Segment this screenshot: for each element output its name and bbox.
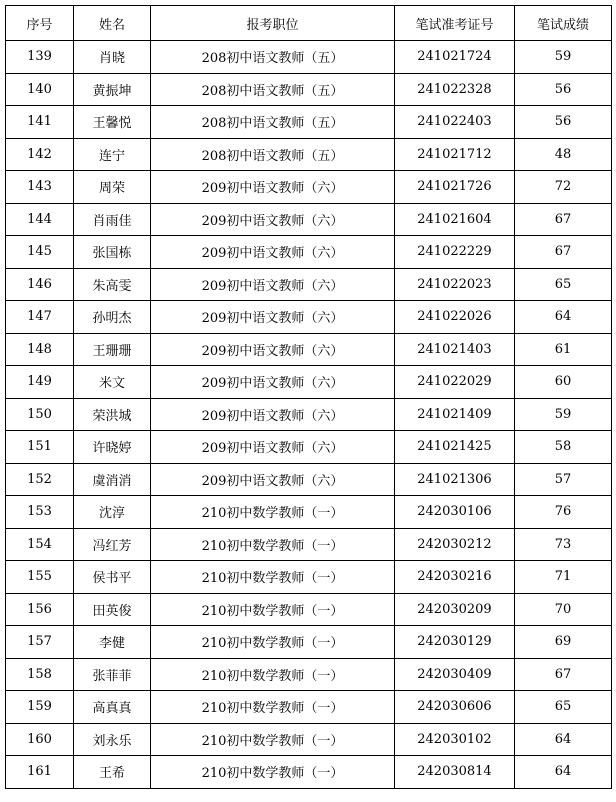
cell-exam-ticket-number: 241022023 xyxy=(395,268,515,301)
cell-exam-ticket-number: 242030814 xyxy=(395,756,515,789)
table-row xyxy=(6,463,612,496)
cell-serial-number: 149 xyxy=(6,366,74,399)
header-serial-number: 序号 xyxy=(6,6,74,41)
cell-name: 孙明杰 xyxy=(74,301,151,334)
cell-name: 许晓婷 xyxy=(74,431,151,464)
table-row xyxy=(6,593,612,626)
cell-exam-ticket-number: 241022403 xyxy=(395,106,515,139)
cell-exam-ticket-number: 241021726 xyxy=(395,171,515,204)
cell-position: 210初中数学教师（一） xyxy=(151,593,395,626)
score-table xyxy=(5,5,612,789)
cell-position: 209初中语文教师（六） xyxy=(151,463,395,496)
table-row xyxy=(6,203,612,236)
table-body xyxy=(6,41,612,789)
cell-written-score: 56 xyxy=(515,106,612,139)
cell-written-score: 69 xyxy=(515,626,612,659)
cell-written-score: 60 xyxy=(515,366,612,399)
cell-written-score: 65 xyxy=(515,268,612,301)
header-exam-ticket-number: 笔试准考证号 xyxy=(395,6,515,41)
cell-name: 冯红芳 xyxy=(74,528,151,561)
cell-exam-ticket-number: 241021403 xyxy=(395,333,515,366)
cell-exam-ticket-number: 241021409 xyxy=(395,398,515,431)
cell-serial-number: 150 xyxy=(6,398,74,431)
table-row xyxy=(6,723,612,756)
cell-written-score: 64 xyxy=(515,301,612,334)
cell-written-score: 58 xyxy=(515,431,612,464)
cell-serial-number: 146 xyxy=(6,268,74,301)
cell-serial-number: 144 xyxy=(6,203,74,236)
cell-serial-number: 156 xyxy=(6,593,74,626)
cell-exam-ticket-number: 242030606 xyxy=(395,691,515,724)
cell-written-score: 57 xyxy=(515,463,612,496)
cell-exam-ticket-number: 241021306 xyxy=(395,463,515,496)
cell-position: 208初中语文教师（五） xyxy=(151,138,395,171)
cell-position: 209初中语文教师（六） xyxy=(151,366,395,399)
cell-serial-number: 158 xyxy=(6,658,74,691)
cell-name: 黄振坤 xyxy=(74,73,151,106)
cell-position: 208初中语文教师（五） xyxy=(151,73,395,106)
cell-serial-number: 148 xyxy=(6,333,74,366)
cell-position: 208初中语文教师（五） xyxy=(151,106,395,139)
cell-position: 208初中语文教师（五） xyxy=(151,41,395,74)
cell-name: 朱高雯 xyxy=(74,268,151,301)
cell-written-score: 67 xyxy=(515,236,612,269)
cell-position: 209初中语文教师（六） xyxy=(151,203,395,236)
header-row xyxy=(6,6,612,41)
cell-serial-number: 139 xyxy=(6,41,74,74)
cell-exam-ticket-number: 242030409 xyxy=(395,658,515,691)
cell-exam-ticket-number: 242030216 xyxy=(395,561,515,594)
table-row xyxy=(6,366,612,399)
table-header xyxy=(6,6,612,41)
cell-serial-number: 161 xyxy=(6,756,74,789)
cell-name: 田英俊 xyxy=(74,593,151,626)
cell-name: 侯书平 xyxy=(74,561,151,594)
cell-position: 209初中语文教师（六） xyxy=(151,236,395,269)
table-row xyxy=(6,658,612,691)
table-row xyxy=(6,138,612,171)
cell-name: 荣洪城 xyxy=(74,398,151,431)
cell-serial-number: 145 xyxy=(6,236,74,269)
header-written-score: 笔试成绩 xyxy=(515,6,612,41)
cell-exam-ticket-number: 242030209 xyxy=(395,593,515,626)
cell-position: 209初中语文教师（六） xyxy=(151,333,395,366)
cell-serial-number: 154 xyxy=(6,528,74,561)
table-row xyxy=(6,73,612,106)
cell-position: 210初中数学教师（一） xyxy=(151,691,395,724)
cell-written-score: 71 xyxy=(515,561,612,594)
cell-written-score: 59 xyxy=(515,398,612,431)
cell-position: 209初中语文教师（六） xyxy=(151,301,395,334)
cell-written-score: 64 xyxy=(515,756,612,789)
cell-serial-number: 157 xyxy=(6,626,74,659)
cell-name: 刘永乐 xyxy=(74,723,151,756)
cell-name: 张国栋 xyxy=(74,236,151,269)
cell-serial-number: 143 xyxy=(6,171,74,204)
cell-written-score: 64 xyxy=(515,723,612,756)
cell-name: 肖雨佳 xyxy=(74,203,151,236)
cell-name: 王馨悦 xyxy=(74,106,151,139)
cell-written-score: 67 xyxy=(515,203,612,236)
cell-position: 210初中数学教师（一） xyxy=(151,756,395,789)
cell-serial-number: 153 xyxy=(6,496,74,529)
cell-written-score: 65 xyxy=(515,691,612,724)
cell-serial-number: 155 xyxy=(6,561,74,594)
cell-written-score: 70 xyxy=(515,593,612,626)
table-row xyxy=(6,691,612,724)
cell-position: 210初中数学教师（一） xyxy=(151,723,395,756)
cell-written-score: 76 xyxy=(515,496,612,529)
cell-written-score: 56 xyxy=(515,73,612,106)
cell-exam-ticket-number: 242030106 xyxy=(395,496,515,529)
cell-serial-number: 160 xyxy=(6,723,74,756)
table-row xyxy=(6,528,612,561)
cell-position: 209初中语文教师（六） xyxy=(151,431,395,464)
table-row xyxy=(6,496,612,529)
cell-position: 210初中数学教师（一） xyxy=(151,561,395,594)
cell-exam-ticket-number: 241022328 xyxy=(395,73,515,106)
table-row xyxy=(6,236,612,269)
cell-name: 虞消消 xyxy=(74,463,151,496)
cell-name: 王希 xyxy=(74,756,151,789)
cell-name: 连宁 xyxy=(74,138,151,171)
cell-name: 王珊珊 xyxy=(74,333,151,366)
cell-exam-ticket-number: 241022029 xyxy=(395,366,515,399)
cell-name: 沈淳 xyxy=(74,496,151,529)
cell-exam-ticket-number: 241022026 xyxy=(395,301,515,334)
cell-exam-ticket-number: 241022229 xyxy=(395,236,515,269)
cell-name: 高真真 xyxy=(74,691,151,724)
cell-exam-ticket-number: 241021425 xyxy=(395,431,515,464)
cell-position: 210初中数学教师（一） xyxy=(151,528,395,561)
cell-written-score: 59 xyxy=(515,41,612,74)
cell-written-score: 61 xyxy=(515,333,612,366)
cell-exam-ticket-number: 241021712 xyxy=(395,138,515,171)
table-row xyxy=(6,431,612,464)
cell-position: 209初中语文教师（六） xyxy=(151,268,395,301)
table-row xyxy=(6,106,612,139)
cell-serial-number: 152 xyxy=(6,463,74,496)
header-name: 姓名 xyxy=(74,6,151,41)
cell-position: 210初中数学教师（一） xyxy=(151,626,395,659)
cell-position: 210初中数学教师（一） xyxy=(151,496,395,529)
table-row xyxy=(6,398,612,431)
cell-name: 张菲菲 xyxy=(74,658,151,691)
cell-written-score: 72 xyxy=(515,171,612,204)
cell-name: 米文 xyxy=(74,366,151,399)
table-row xyxy=(6,171,612,204)
table-row xyxy=(6,333,612,366)
cell-exam-ticket-number: 242030102 xyxy=(395,723,515,756)
cell-name: 周荣 xyxy=(74,171,151,204)
cell-serial-number: 141 xyxy=(6,106,74,139)
cell-serial-number: 159 xyxy=(6,691,74,724)
cell-serial-number: 142 xyxy=(6,138,74,171)
cell-exam-ticket-number: 242030129 xyxy=(395,626,515,659)
cell-serial-number: 147 xyxy=(6,301,74,334)
cell-written-score: 48 xyxy=(515,138,612,171)
cell-written-score: 73 xyxy=(515,528,612,561)
cell-position: 209初中语文教师（六） xyxy=(151,171,395,204)
cell-exam-ticket-number: 242030212 xyxy=(395,528,515,561)
cell-serial-number: 140 xyxy=(6,73,74,106)
table-row xyxy=(6,756,612,789)
cell-written-score: 67 xyxy=(515,658,612,691)
table-row xyxy=(6,301,612,334)
cell-name: 肖晓 xyxy=(74,41,151,74)
table-row xyxy=(6,561,612,594)
cell-serial-number: 151 xyxy=(6,431,74,464)
cell-exam-ticket-number: 241021724 xyxy=(395,41,515,74)
table-row xyxy=(6,268,612,301)
cell-position: 209初中语文教师（六） xyxy=(151,398,395,431)
cell-position: 210初中数学教师（一） xyxy=(151,658,395,691)
header-position: 报考职位 xyxy=(151,6,395,41)
cell-name: 李健 xyxy=(74,626,151,659)
table-row xyxy=(6,626,612,659)
cell-exam-ticket-number: 241021604 xyxy=(395,203,515,236)
table-row xyxy=(6,41,612,74)
